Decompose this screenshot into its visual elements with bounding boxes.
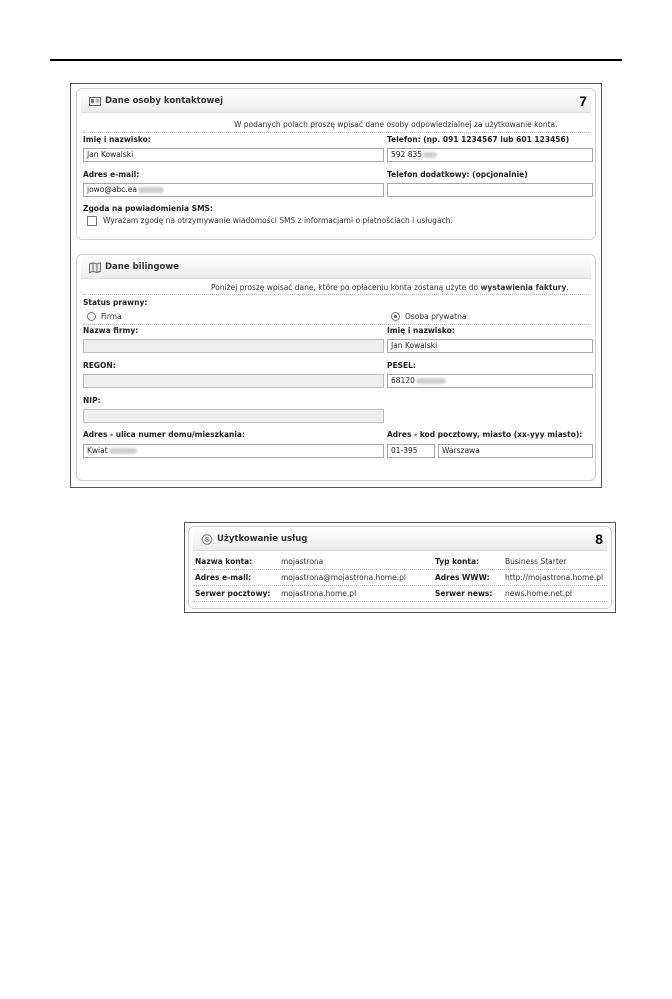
- phone-label: Telefon: (np. 091 1234567 lub 601 123456): [387, 135, 570, 144]
- postal-label: Adres - kod pocztowy, miasto (xx-yyy miasto):: [387, 430, 583, 439]
- email-label: Adres e-mail:: [83, 170, 140, 179]
- divider: [193, 601, 607, 602]
- city-input[interactable]: Warszawa: [438, 444, 593, 458]
- status-label: Status prawny:: [83, 298, 148, 307]
- postal-code-input[interactable]: 01-395: [387, 444, 435, 458]
- mail-server-label: Serwer pocztowy:: [195, 589, 271, 598]
- email-input[interactable]: jowo@abc.ea: [83, 183, 384, 197]
- divider: [83, 324, 589, 325]
- info-circle-icon: [201, 534, 213, 545]
- mail-server-value: mojastrona.home.pl: [281, 589, 357, 598]
- billing-panel-header: [81, 258, 591, 279]
- usage-panel: [188, 526, 612, 609]
- figure-number: 7: [579, 93, 587, 109]
- divider: [83, 294, 589, 295]
- map-icon: [89, 262, 101, 273]
- billing-name-label: Imię i nazwisko:: [387, 326, 455, 335]
- figure-number: 8: [595, 531, 603, 547]
- www-address-value: http://mojastrona.home.pl: [505, 573, 604, 582]
- account-name-value: mojastrona: [281, 557, 324, 566]
- status-private-radio[interactable]: [391, 312, 400, 321]
- company-label: Nazwa firmy:: [83, 326, 139, 335]
- phone-input[interactable]: 592 835: [387, 148, 593, 162]
- account-type-value: Business Starter: [505, 557, 567, 566]
- usage-panel-header: [193, 530, 607, 551]
- company-input[interactable]: [83, 339, 384, 353]
- screenshot-frame-7: [70, 83, 602, 488]
- street-label: Adres - ulica numer domu/mieszkania:: [83, 430, 245, 439]
- account-name-label: Nazwa konta:: [195, 557, 253, 566]
- usage-row: [195, 557, 252, 566]
- billing-intro: Poniżej proszę wpisać dane, które po opłaceniu konta zostaną użyte do wystawienia faktury.: [211, 283, 569, 292]
- contact-panel-header: [81, 92, 591, 113]
- contact-card-icon: [89, 96, 101, 107]
- usage-email-value: mojastrona@mojastrona.home.pl: [281, 573, 406, 582]
- usage-panel-title: Użytkowanie usług: [217, 534, 308, 544]
- billing-name-input[interactable]: Jan Kowalski: [387, 339, 593, 353]
- screenshot-frame-8: [184, 522, 616, 613]
- contact-panel-title: Dane osoby kontaktowej: [105, 96, 224, 106]
- account-type-label: Typ konta:: [435, 557, 480, 566]
- pesel-label: PESEL:: [387, 361, 416, 370]
- billing-panel-title: Dane bilingowe: [105, 262, 179, 272]
- name-label: Imię i nazwisko:: [83, 135, 151, 144]
- contact-intro: W podanych polach proszę wpisać dane osoby odpowiedzialnej za użytkowanie konta.: [234, 120, 558, 129]
- contact-panel: [76, 88, 596, 240]
- usage-email-label: Adres e-mail:: [195, 573, 252, 582]
- divider: [83, 132, 589, 133]
- phone2-label: Telefon dodatkowy: (opcjonalnie): [387, 170, 528, 179]
- billing-panel: [76, 254, 596, 481]
- sms-consent-text: Wyrażam zgodę na otrzymywanie wiadomości SMS z informacjami o płatnościach i usługach.: [103, 216, 453, 225]
- nip-label: NIP:: [83, 396, 101, 405]
- news-server-value: news.home.net.pl: [505, 589, 572, 598]
- divider: [193, 585, 607, 586]
- news-server-label: Serwer news:: [435, 589, 493, 598]
- regon-label: REGON:: [83, 361, 116, 370]
- page-header-rule: [50, 59, 622, 61]
- sms-consent-checkbox[interactable]: [87, 216, 97, 226]
- name-input[interactable]: Jan Kowalski: [83, 148, 384, 162]
- pesel-input[interactable]: 68120: [387, 374, 593, 388]
- phone2-input[interactable]: [387, 183, 593, 197]
- www-address-label: Adres WWW:: [435, 573, 490, 582]
- sms-label: Zgoda na powiadomienia SMS:: [83, 204, 213, 213]
- divider: [193, 569, 607, 570]
- status-company-label: Firma: [101, 312, 122, 321]
- regon-input[interactable]: [83, 374, 384, 388]
- svg-text:8: 8: [204, 536, 210, 544]
- status-company-radio[interactable]: [87, 312, 96, 321]
- nip-input[interactable]: [83, 409, 384, 423]
- status-private-label: Osoba prywatna: [405, 312, 467, 321]
- street-input[interactable]: Kwiat: [83, 444, 384, 458]
